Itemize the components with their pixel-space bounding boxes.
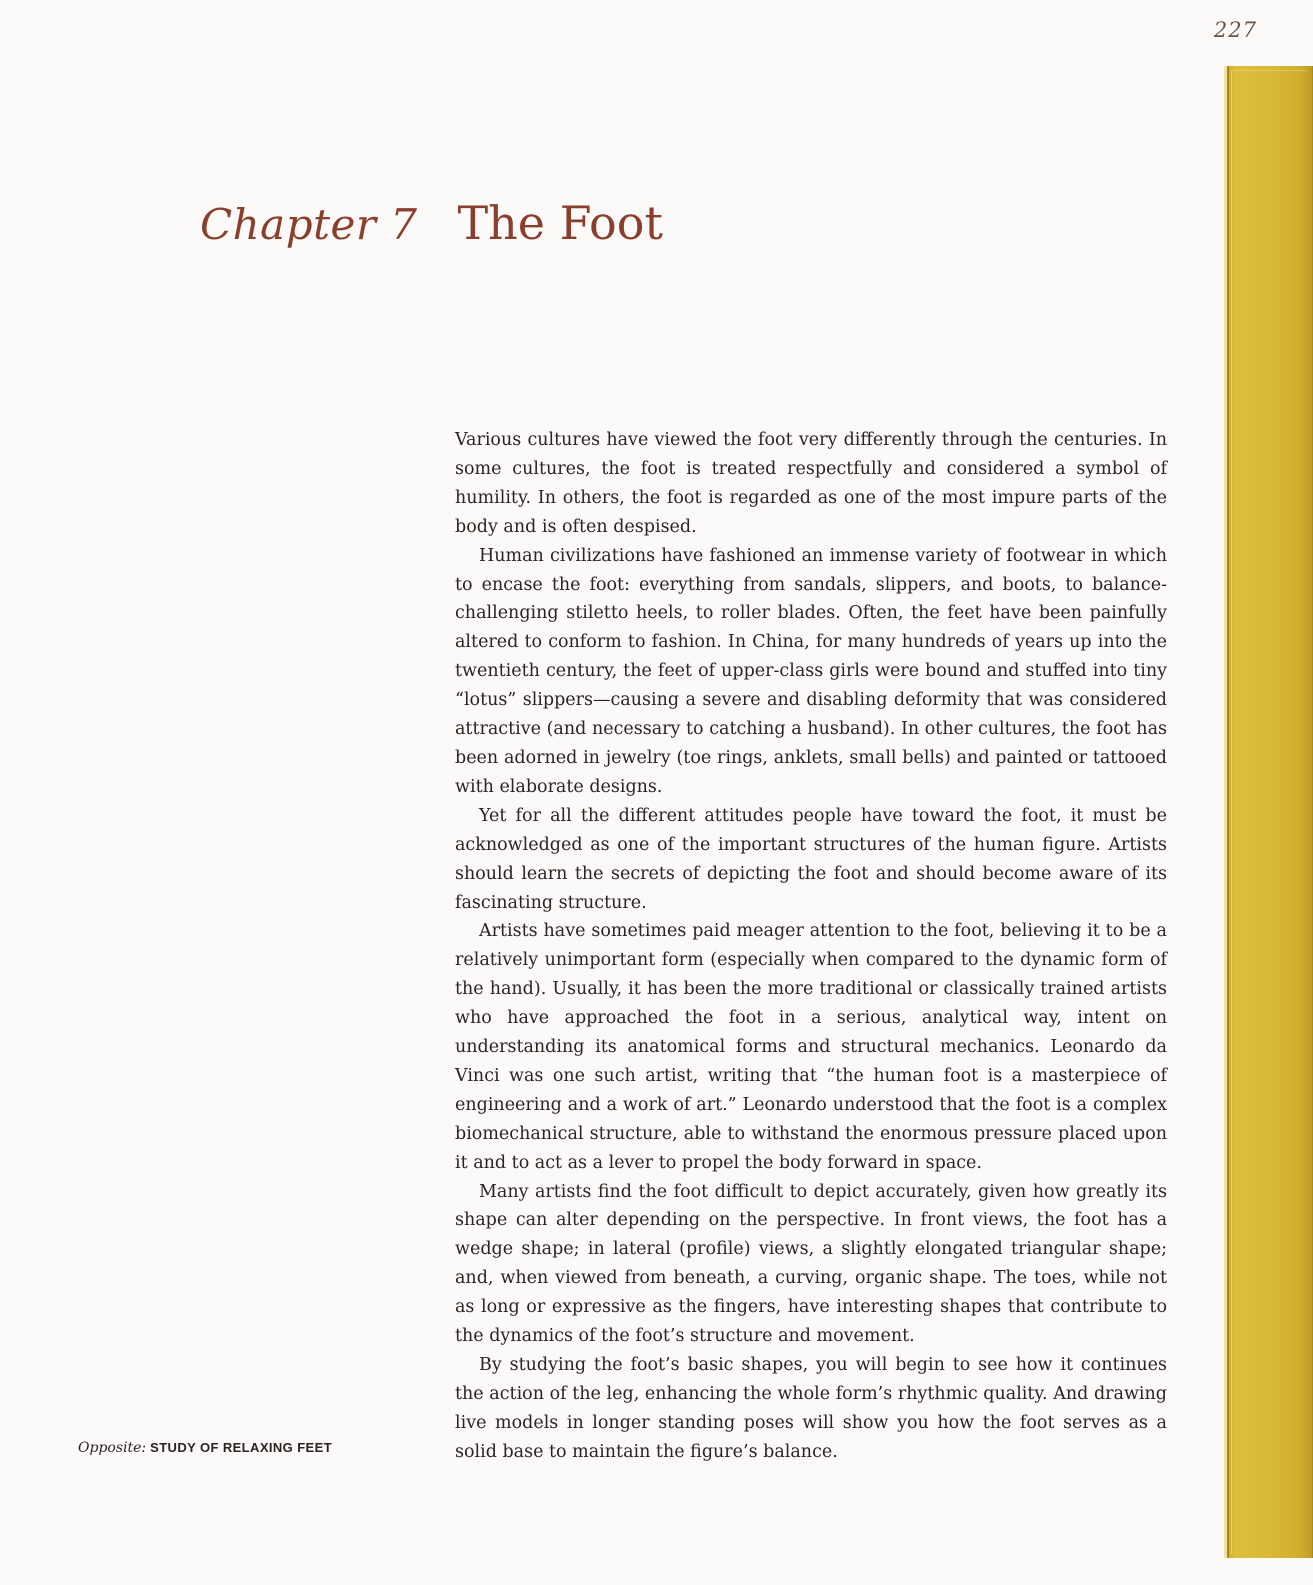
chapter-title: The Foot	[457, 196, 663, 250]
paragraph: Human civilizations have fashioned an immense variety of footwear in which to encase the foot: everything from sandals, slippers, and boots, to balance-challenging stiletto heels, to roller blades. Often, the feet have been painfully altered to conform to fashion. In China, for many hundreds of years up into the twentieth century, the feet of upper-class girls were bound and stuffed into tiny “lotus” slippers—causing a severe and disabling deformity that was considered attractive (and necessary to catching a husband). In other cultures, the foot has been adorned in jewelry (toe rings, anklets, small bells) and painted or tattooed with elaborate designs.	[455, 545, 1167, 797]
body-text	[455, 426, 1167, 1467]
chapter-heading	[200, 196, 663, 250]
gold-edge-band	[1224, 66, 1313, 1558]
paragraph: By studying the foot’s basic shapes, you will begin to see how it continues the action of the leg, enhancing the whole form’s rhythmic quality. And drawing live models in longer standing poses will show you how the foot serves as a solid base to maintain the figure’s balance.	[455, 1355, 1167, 1462]
paragraph: Various cultures have viewed the foot very differently through the centuries. In some cultures, the foot is treated respectfully and considered a symbol of humility. In others, the foot is regarded as one of the most impure parts of the body and is often despised.	[455, 430, 1167, 537]
figure-caption	[78, 1440, 332, 1456]
caption-text: STUDY OF RELAXING FEET	[150, 1440, 333, 1455]
caption-lead: Opposite:	[78, 1440, 147, 1456]
paragraph: Artists have sometimes paid meager attention to the foot, believing it to be a relatively unimportant form (especially when compared to the dynamic form of the hand). Usually, it has been the more traditional or classically trained artists who have approached the foot in a serious, analytical way, intent on understanding its anatomical forms and structural mechanics. Leonardo da Vinci was one such artist, writing that “the human foot is a masterpiece of engineering and a work of art.” Leonardo understood that the foot is a complex biomechanical structure, able to withstand the enormous pressure placed upon it and to act as a lever to propel the body forward in space.	[455, 921, 1167, 1173]
paragraph: Yet for all the different attitudes people have toward the foot, it must be acknowledged as one of the important structures of the human figure. Artists should learn the secrets of depicting the foot and should become aware of its fascinating structure.	[455, 805, 1167, 913]
chapter-label: Chapter 7	[200, 200, 418, 249]
page-number: 227	[1213, 18, 1257, 42]
paragraph: Many artists find the foot difficult to depict accurately, given how greatly its shape can alter depending on the perspective. In front views, the foot has a wedge shape; in lateral (profile) views, a slightly elongated triangular shape; and, when viewed from beneath, a curving, organic shape. The toes, while not as long or expressive as the fingers, have interesting shapes that contribute to the dynamics of the foot’s structure and movement.	[455, 1181, 1167, 1347]
